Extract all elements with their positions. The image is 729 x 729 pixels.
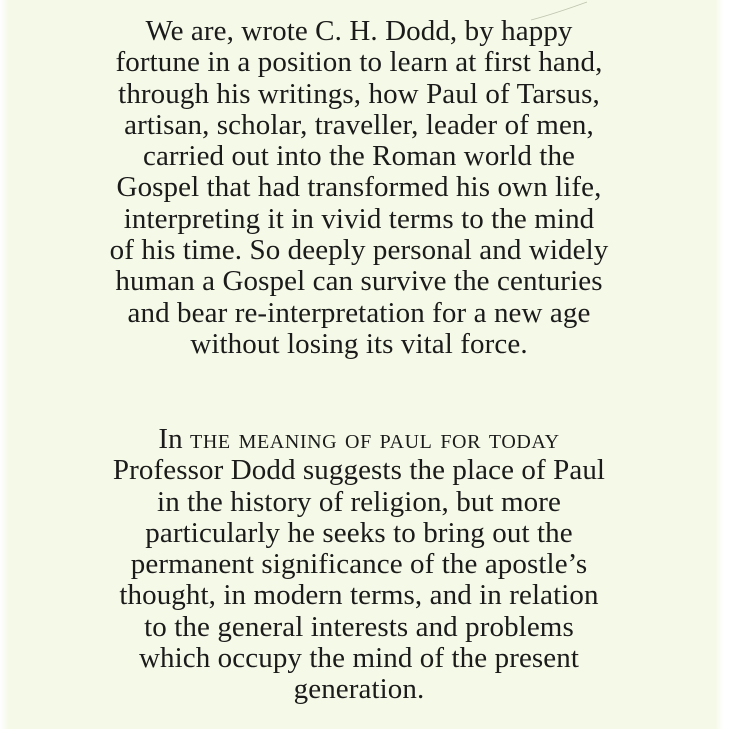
paragraph-1-line: without losing its vital force. <box>190 327 528 360</box>
scan-edge-right <box>715 0 729 729</box>
paragraph-2-line: particularly he seeks to bring out the <box>145 516 573 549</box>
paragraph-2-line: generation. <box>293 673 425 706</box>
paragraph-2-line: which occupy the mind of the present <box>138 642 580 675</box>
paragraph-1-line: interpreting it in vivid terms to the mind <box>123 202 595 235</box>
paragraph-2-lead: In <box>158 423 191 455</box>
paragraph-2-line: thought, in modern terms, and in relation <box>119 579 599 612</box>
paragraph-1-line: We are, wrote C. H. Dodd, by happy <box>145 15 573 47</box>
paragraph-1-line: through his writings, how Paul of Tarsus, <box>118 77 600 110</box>
paragraph-1-line: of his time. So deeply personal and widely <box>109 234 609 267</box>
paragraph-2-first-line <box>64 424 654 455</box>
book-title: the meaning of paul for today <box>190 423 560 455</box>
paragraph-2-line: in the history of religion, but more <box>157 485 561 518</box>
blurb-paragraph-2 <box>64 424 654 706</box>
paragraph-1-line: and bear re-interpretation for a new age <box>127 296 591 329</box>
paragraph-1-line: human a Gospel can survive the centuries <box>115 265 603 298</box>
paragraph-2-line: Professor Dodd suggests the place of Paul <box>112 454 606 487</box>
blurb-paragraph-1 <box>64 16 654 360</box>
paragraph-1-line: fortune in a position to learn at first hand, <box>115 46 603 79</box>
scan-edge-left <box>0 0 8 729</box>
paragraph-1-line: Gospel that had transformed his own life, <box>116 171 602 204</box>
paragraph-1-line: carried out into the Roman world the <box>142 140 576 173</box>
paragraph-2-line: to the general interests and problems <box>144 610 574 643</box>
paragraph-1-line: artisan, scholar, traveller, leader of men, <box>124 108 594 141</box>
paragraph-2-line: permanent significance of the apostle’s <box>130 548 588 581</box>
